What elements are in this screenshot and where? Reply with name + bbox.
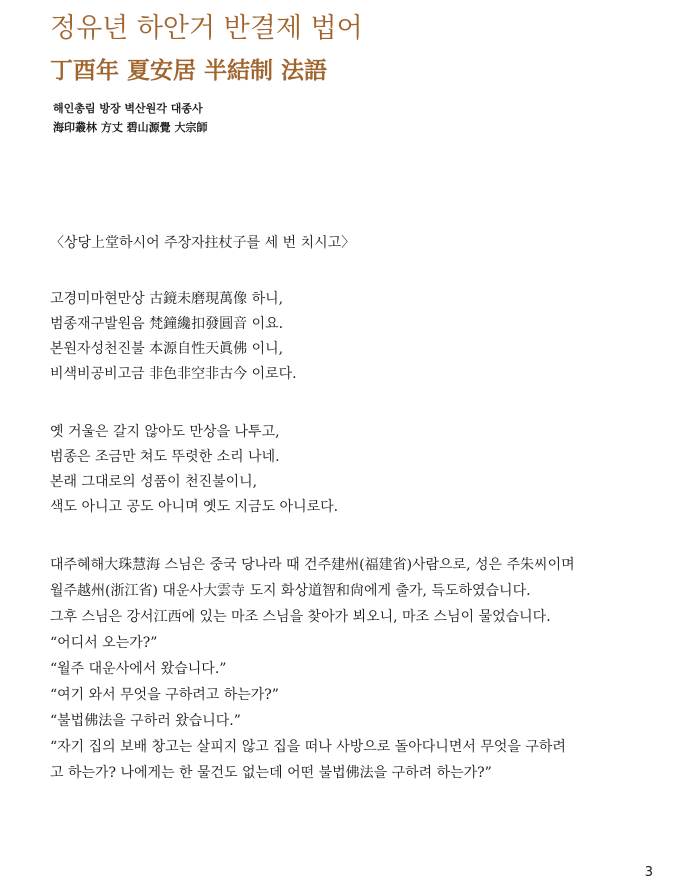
story-line: “월주 대운사에서 왔습니다.”: [50, 661, 227, 677]
story-line: 고 하는가? 나에게는 한 물건도 없는데 어떤 불법佛法을 구하려 하는가?”: [50, 765, 492, 781]
story-line: “자기 집의 보배 창고는 살피지 않고 집을 떠나 사방으로 돌아다니면서 무엇을 구하려: [50, 739, 566, 755]
translation-line: 색도 아니고 공도 아니며 옛도 지금도 아니로다.: [50, 499, 339, 515]
translation-line: 옛 거울은 갈지 않아도 만상을 나투고,: [50, 424, 280, 440]
intro-text: 〈상당上堂하시어 주장자拄杖子를 세 번 치시고〉: [50, 235, 356, 251]
title-korean: 정유년 하안거 반결제 법어: [50, 13, 363, 44]
translation-block: [50, 420, 650, 520]
story-line: “여기 와서 무엇을 구하려고 하는가?”: [50, 687, 279, 703]
story-line: 대주혜해大珠慧海 스님은 중국 당나라 때 건주建州(福建省)사람으로, 성은 주朱씨이며: [50, 557, 575, 573]
translation-line: 본래 그대로의 성품이 천진불이니,: [50, 474, 258, 490]
intro-line: [50, 231, 650, 256]
verse-line: 고경미마현만상 古鏡未磨現萬像 하니,: [50, 291, 284, 307]
translation-line: 범종은 조금만 쳐도 뚜렷한 소리 나네.: [50, 449, 280, 465]
page-number: 3: [644, 865, 653, 880]
title-hanja: 丁酉年 夏安居 半結制 法語: [50, 57, 328, 84]
story-line: 월주越州(浙江省) 대운사大雲寺 도지 화상道智和尙에게 출가, 득도하였습니다.: [50, 583, 531, 599]
author-line-hanja: 海印叢林 方丈 碧山源覺 大宗師: [53, 121, 208, 134]
verse-line: 비색비공비고금 非色非空非古今 이로다.: [50, 366, 297, 382]
verse-line: 범종재구발원음 梵鐘纔扣發圓音 이요.: [50, 316, 284, 332]
story-block: [50, 553, 650, 787]
story-line: “불법佛法을 구하러 왔습니다.”: [50, 713, 241, 729]
story-line: 그후 스님은 강서江西에 있는 마조 스님을 찾아가 뵈오니, 마조 스님이 물었습니다.: [50, 609, 551, 625]
verse-block: [50, 287, 650, 387]
author-line-korean: 해인총림 방장 벽산원각 대종사: [53, 102, 203, 115]
verse-line: 본원자성천진불 本源自性天眞佛 이니,: [50, 341, 284, 357]
story-line: “어디서 오는가?”: [50, 635, 158, 651]
